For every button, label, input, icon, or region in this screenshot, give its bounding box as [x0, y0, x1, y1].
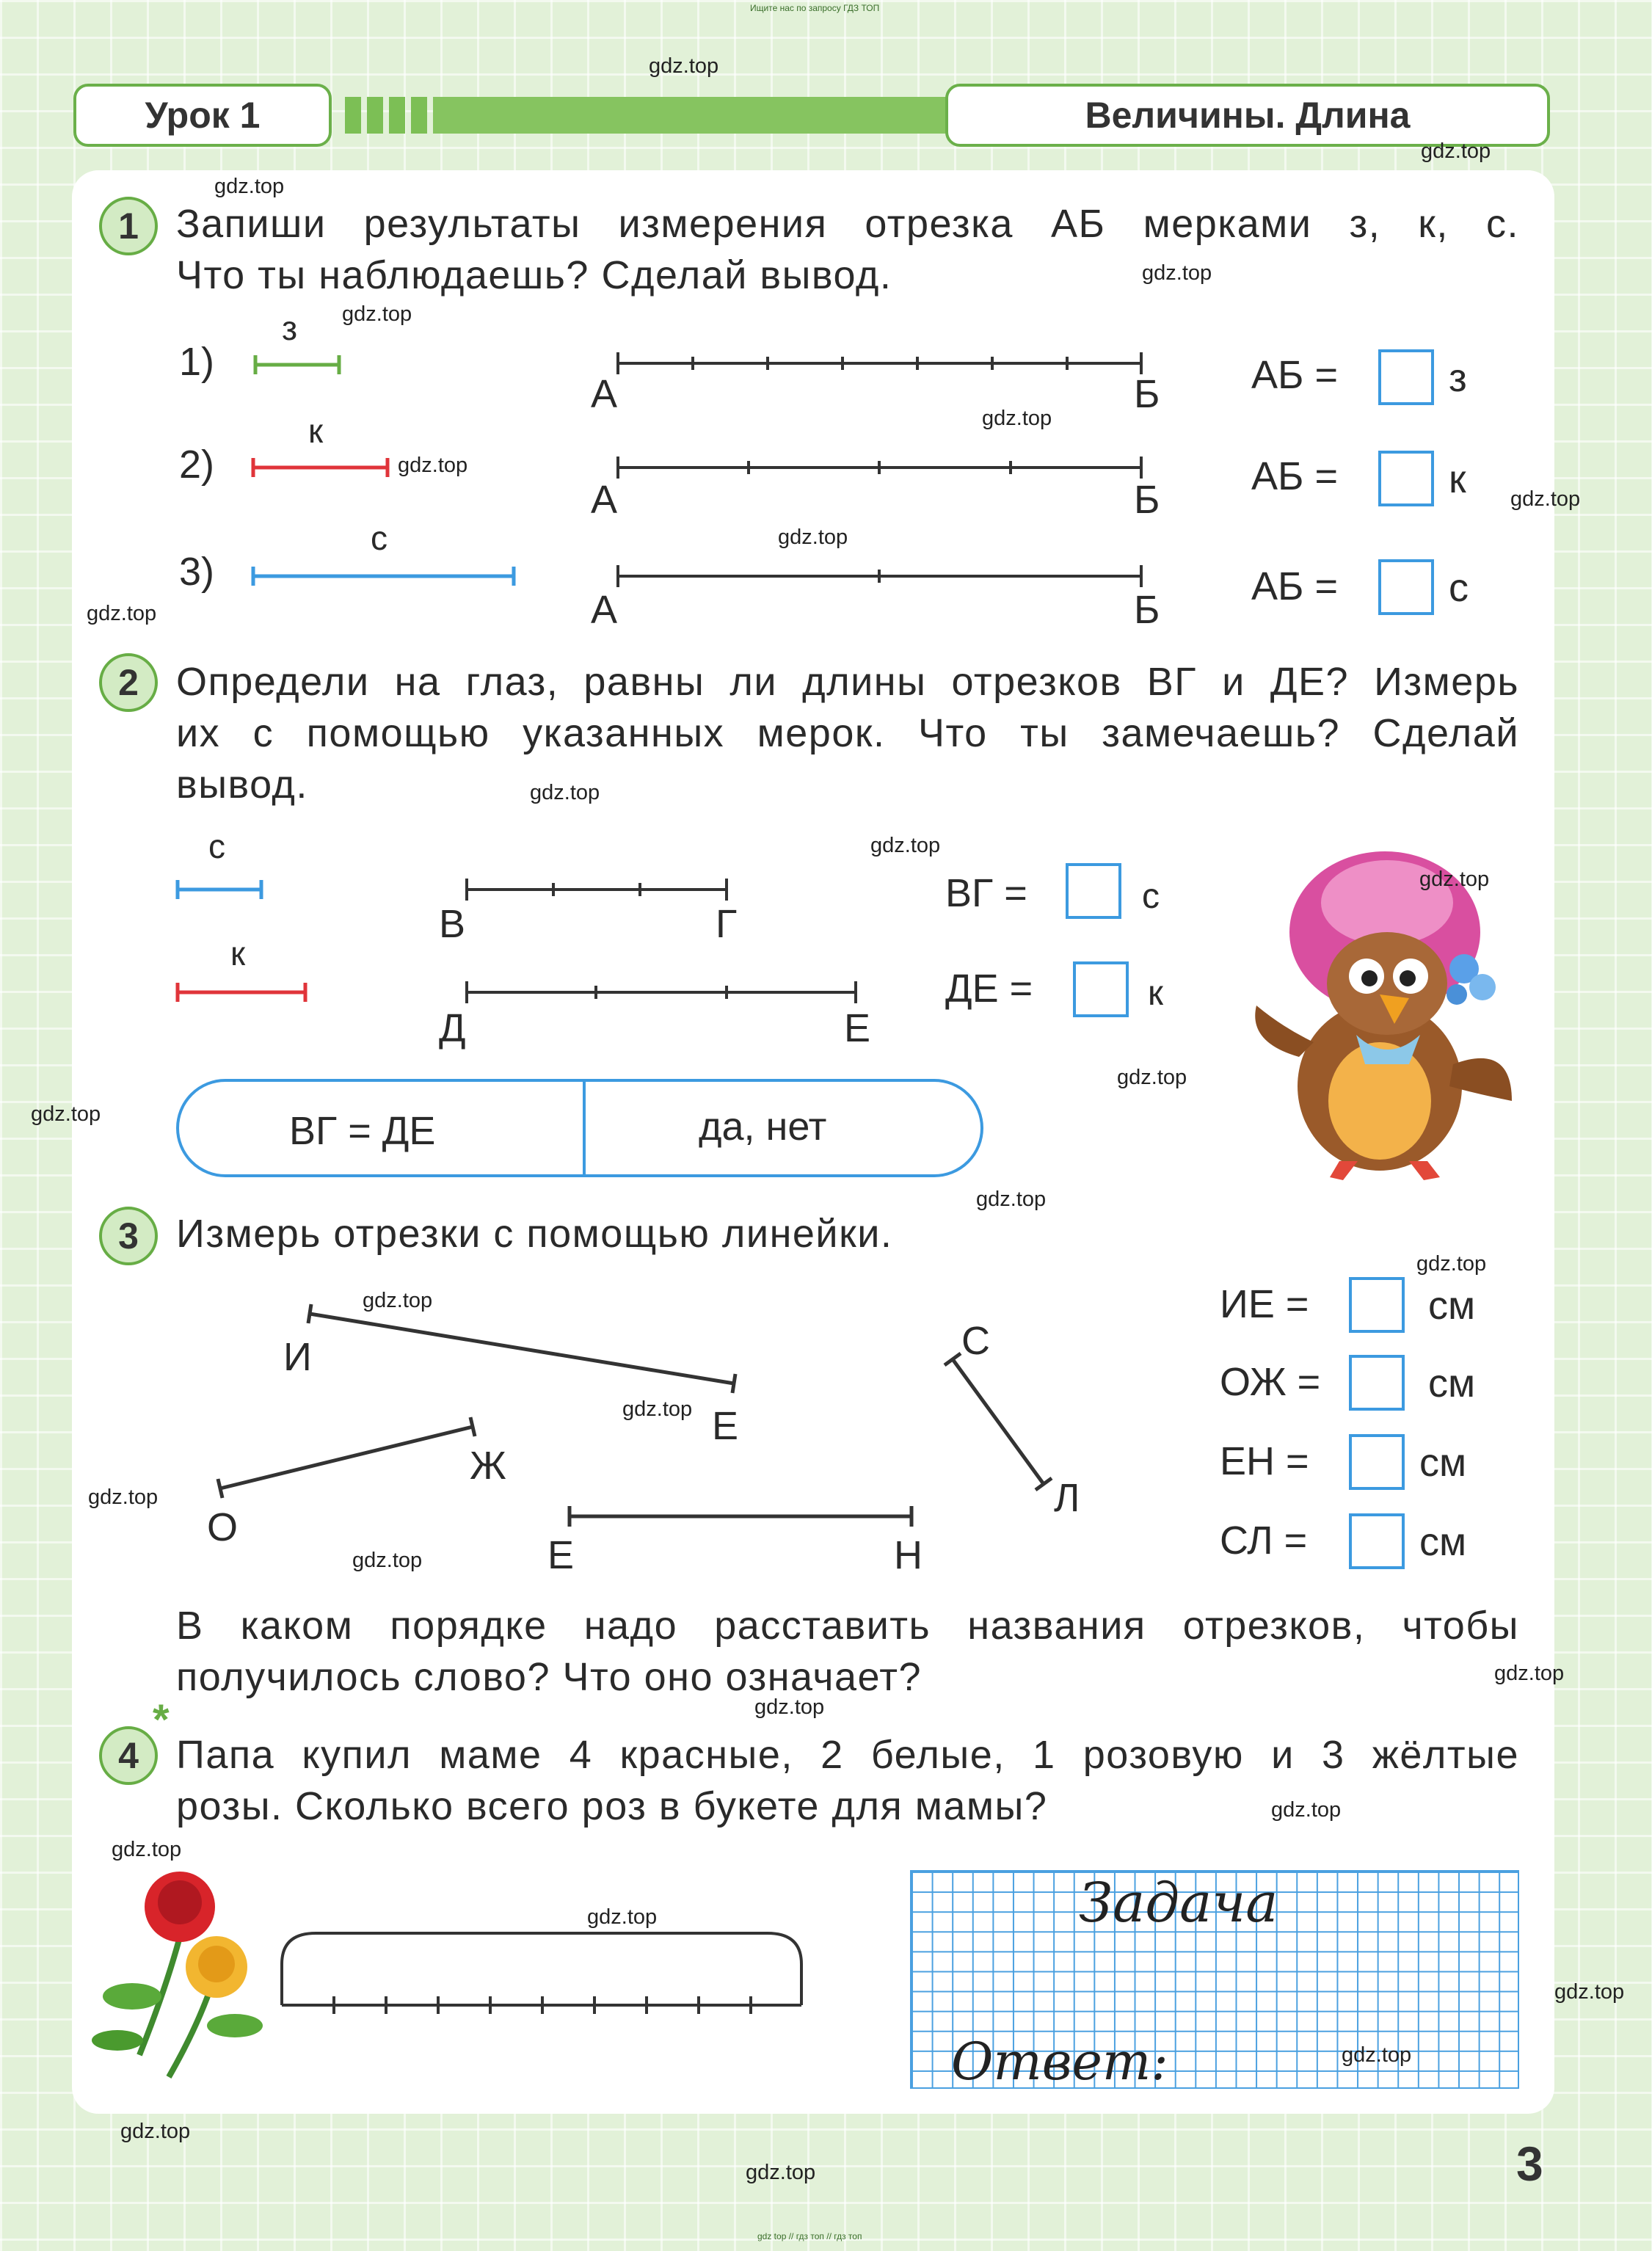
watermark: gdz.top: [649, 54, 719, 78]
watermark: gdz.top: [622, 1397, 693, 1421]
watermark: gdz.top: [87, 602, 157, 625]
task3-number: 3: [99, 1207, 158, 1265]
task2-number: 2: [99, 653, 158, 712]
pill-right-text: да, нет: [699, 1105, 827, 1149]
task2-line2: их с помощью указанных мерок. Что ты замечаешь? Сделай: [176, 711, 1519, 755]
task3-eq3: ЕН =: [1220, 1439, 1309, 1483]
watermark: gdz.top: [754, 1695, 825, 1719]
task1-line1: Запиши результаты измерения отрезка АБ мерками з, к, с.: [176, 202, 1519, 246]
grid-title: Задача: [1079, 1872, 1278, 1935]
task3-question-line2: получилось слово? Что оно означает?: [176, 1655, 923, 1699]
watermark: gdz.top: [398, 454, 468, 477]
task4-number: 4: [99, 1726, 158, 1785]
task4-star: *: [153, 1696, 170, 1744]
watermark: gdz.top: [1421, 139, 1491, 163]
task3-text: Измерь отрезки с помощью линейки.: [176, 1212, 893, 1256]
task2-point-v: В: [439, 902, 466, 946]
task2-line1: Определи на глаз, равны ли длины отрезков ВГ и ДЕ? Измерь: [176, 660, 1519, 704]
task3-point-o: О: [207, 1505, 239, 1549]
watermark: gdz.top: [112, 1838, 182, 1861]
task2-point-d: Д: [439, 1006, 466, 1050]
task1-number: 1: [99, 197, 158, 255]
watermark: gdz.top: [31, 1102, 101, 1126]
watermark: gdz.top: [1271, 1798, 1342, 1822]
watermark: gdz.top: [587, 1905, 658, 1929]
watermark: gdz.top: [1342, 2043, 1412, 2067]
task3-unit3: см: [1419, 1441, 1467, 1485]
task1-row2-a: А: [591, 478, 618, 522]
task1-row3-eq: АБ =: [1251, 564, 1338, 608]
task3-point-e1: Е: [712, 1404, 739, 1448]
watermark: gdz.top: [1416, 1252, 1487, 1276]
task3-point-n: Н: [894, 1533, 923, 1577]
watermark: gdz.top: [870, 834, 941, 857]
task1-row2-index: 2): [179, 443, 215, 487]
lesson-badge: Урок 1: [73, 84, 332, 147]
task1-row1-index: 1): [179, 340, 215, 384]
topic-title: Величины. Длина: [945, 84, 1550, 147]
task1-row3-index: 3): [179, 550, 215, 594]
task1-row3-unit: с: [1449, 566, 1469, 610]
task1-row2-b: Б: [1134, 478, 1160, 522]
task3-eq2: ОЖ =: [1220, 1360, 1321, 1404]
task2-measure-c: с: [208, 827, 225, 865]
watermark: gdz.top: [1419, 868, 1490, 891]
watermark: gdz.top: [778, 526, 848, 549]
watermark: gdz.top: [1554, 1980, 1625, 2004]
task1-measure-z: з: [282, 309, 298, 347]
bottom-note: gdz top // гдз топ // гдз топ: [757, 2231, 862, 2241]
task3-question-line1: В каком порядке надо расставить названия отрезков, чтобы: [176, 1604, 1519, 1648]
pill-left-text: ВГ = ДЕ: [289, 1109, 436, 1153]
watermark: gdz.top: [982, 407, 1052, 430]
task1-row3-b: Б: [1134, 588, 1160, 632]
task3-point-zh: Ж: [470, 1444, 506, 1488]
task1-measure-c: с: [371, 519, 387, 557]
task1-line2: Что ты наблюдаешь? Сделай вывод.: [176, 253, 892, 297]
task3-point-l: Л: [1054, 1476, 1080, 1520]
task3-point-i: И: [283, 1335, 312, 1379]
watermark: gdz.top: [1510, 487, 1581, 511]
task1-row1-unit: з: [1449, 356, 1467, 400]
watermark: gdz.top: [530, 781, 600, 804]
task2-eq2: ДЕ =: [945, 967, 1033, 1011]
task1-row1-eq: АБ =: [1251, 353, 1338, 397]
watermark: gdz.top: [352, 1549, 423, 1572]
task2-eq1: ВГ =: [945, 871, 1027, 915]
task3-unit1: см: [1428, 1284, 1476, 1328]
grid-answer-label: Ответ:: [951, 2032, 1168, 2092]
task2-measure-k: к: [230, 934, 246, 972]
watermark: gdz.top: [1142, 261, 1212, 285]
task2-line3: вывод.: [176, 763, 308, 807]
top-note: Ищите нас по запросу ГДЗ ТОП: [750, 3, 880, 13]
task2-point-g: Г: [716, 902, 738, 946]
watermark: gdz.top: [88, 1485, 159, 1509]
task3-eq4: СЛ =: [1220, 1519, 1308, 1563]
task3-eq1: ИЕ =: [1220, 1282, 1309, 1326]
task2-unit1: с: [1142, 877, 1160, 916]
task2-unit2: к: [1148, 974, 1163, 1013]
task3-unit2: см: [1428, 1361, 1476, 1405]
task4-line1: Папа купил маме 4 красные, 2 белые, 1 розовую и 3 жёлтые: [176, 1733, 1519, 1777]
page-number: 3: [1516, 2137, 1543, 2191]
task1-row3-a: А: [591, 588, 618, 632]
watermark: gdz.top: [120, 2120, 191, 2143]
task4-line2: розы. Сколько всего роз в букете для мамы?: [176, 1784, 1048, 1828]
watermark: gdz.top: [976, 1188, 1047, 1211]
task3-point-s: С: [961, 1319, 990, 1363]
task2-point-e: Е: [844, 1006, 871, 1050]
task1-row1-a: А: [591, 372, 618, 416]
task1-row1-b: Б: [1134, 372, 1160, 416]
task1-row2-unit: к: [1449, 457, 1466, 501]
task1-row2-eq: АБ =: [1251, 454, 1338, 498]
watermark: gdz.top: [214, 175, 285, 198]
watermark: gdz.top: [1494, 1662, 1565, 1685]
task3-unit4: см: [1419, 1520, 1467, 1564]
watermark: gdz.top: [342, 302, 412, 326]
task3-point-e2: Е: [547, 1533, 575, 1577]
watermark: gdz.top: [363, 1289, 433, 1312]
watermark: gdz.top: [746, 2161, 816, 2184]
task1-measure-k: к: [308, 412, 324, 450]
watermark: gdz.top: [1117, 1066, 1187, 1089]
